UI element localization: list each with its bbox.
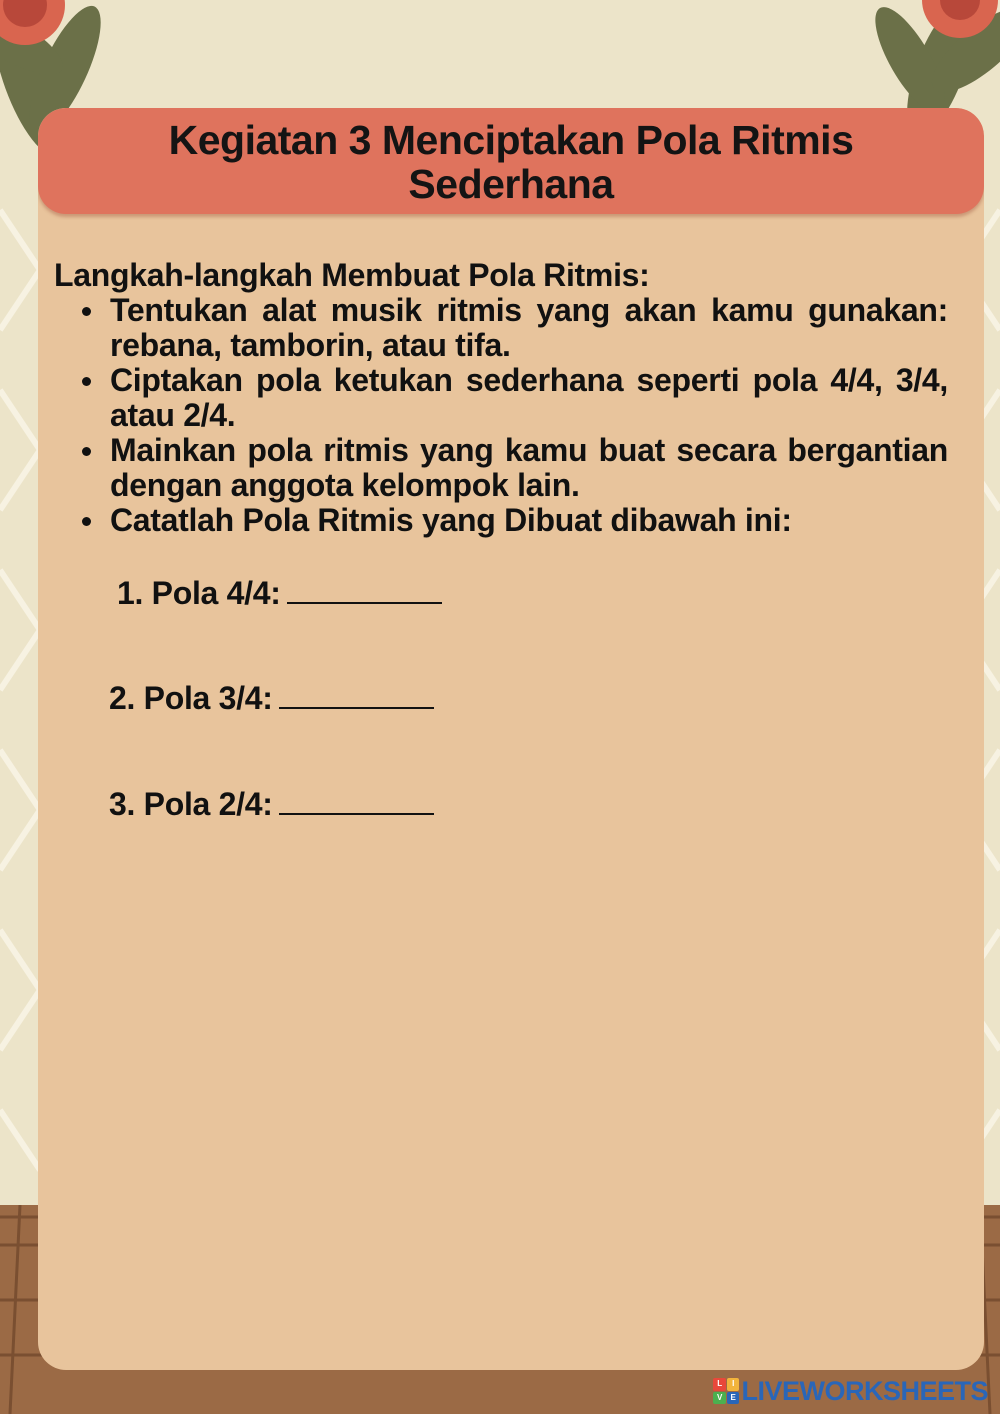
step-item: Tentukan alat musik ritmis yang akan kamu gunakan: rebana, tamborin, atau tifa. xyxy=(110,292,948,363)
steps-list xyxy=(54,293,948,538)
answer-label: 3. Pola 2/4: xyxy=(109,786,273,822)
answer-blank[interactable] xyxy=(279,787,434,815)
step-item: Mainkan pola ritmis yang kamu buat secara bergantian dengan anggota kelompok lain. xyxy=(110,432,948,503)
step-item: Ciptakan pola ketukan sederhana seperti pola 4/4, 3/4, atau 2/4. xyxy=(110,362,948,433)
page-title: Kegiatan 3 Menciptakan Pola Ritmis Sederhana xyxy=(168,117,854,207)
answer-blank[interactable] xyxy=(287,576,442,604)
answer-blank[interactable] xyxy=(279,681,434,709)
instructions xyxy=(54,258,948,538)
logo-text: LIVEWORKSHEETS xyxy=(741,1375,988,1406)
logo-mark-icon: L I V E xyxy=(713,1378,739,1404)
answer-row-2-4 xyxy=(109,786,434,823)
answer-label: 1. Pola 4/4: xyxy=(117,575,281,611)
answer-row-4-4 xyxy=(117,575,442,612)
worksheet-card xyxy=(38,108,984,1370)
steps-heading: Langkah-langkah Membuat Pola Ritmis: xyxy=(54,257,650,293)
step-item: Catatlah Pola Ritmis yang Dibuat dibawah ini: xyxy=(110,503,948,538)
title-banner xyxy=(38,108,984,214)
liveworksheets-logo[interactable] xyxy=(713,1376,988,1406)
answer-label: 2. Pola 3/4: xyxy=(109,680,273,716)
answer-row-3-4 xyxy=(109,680,434,717)
